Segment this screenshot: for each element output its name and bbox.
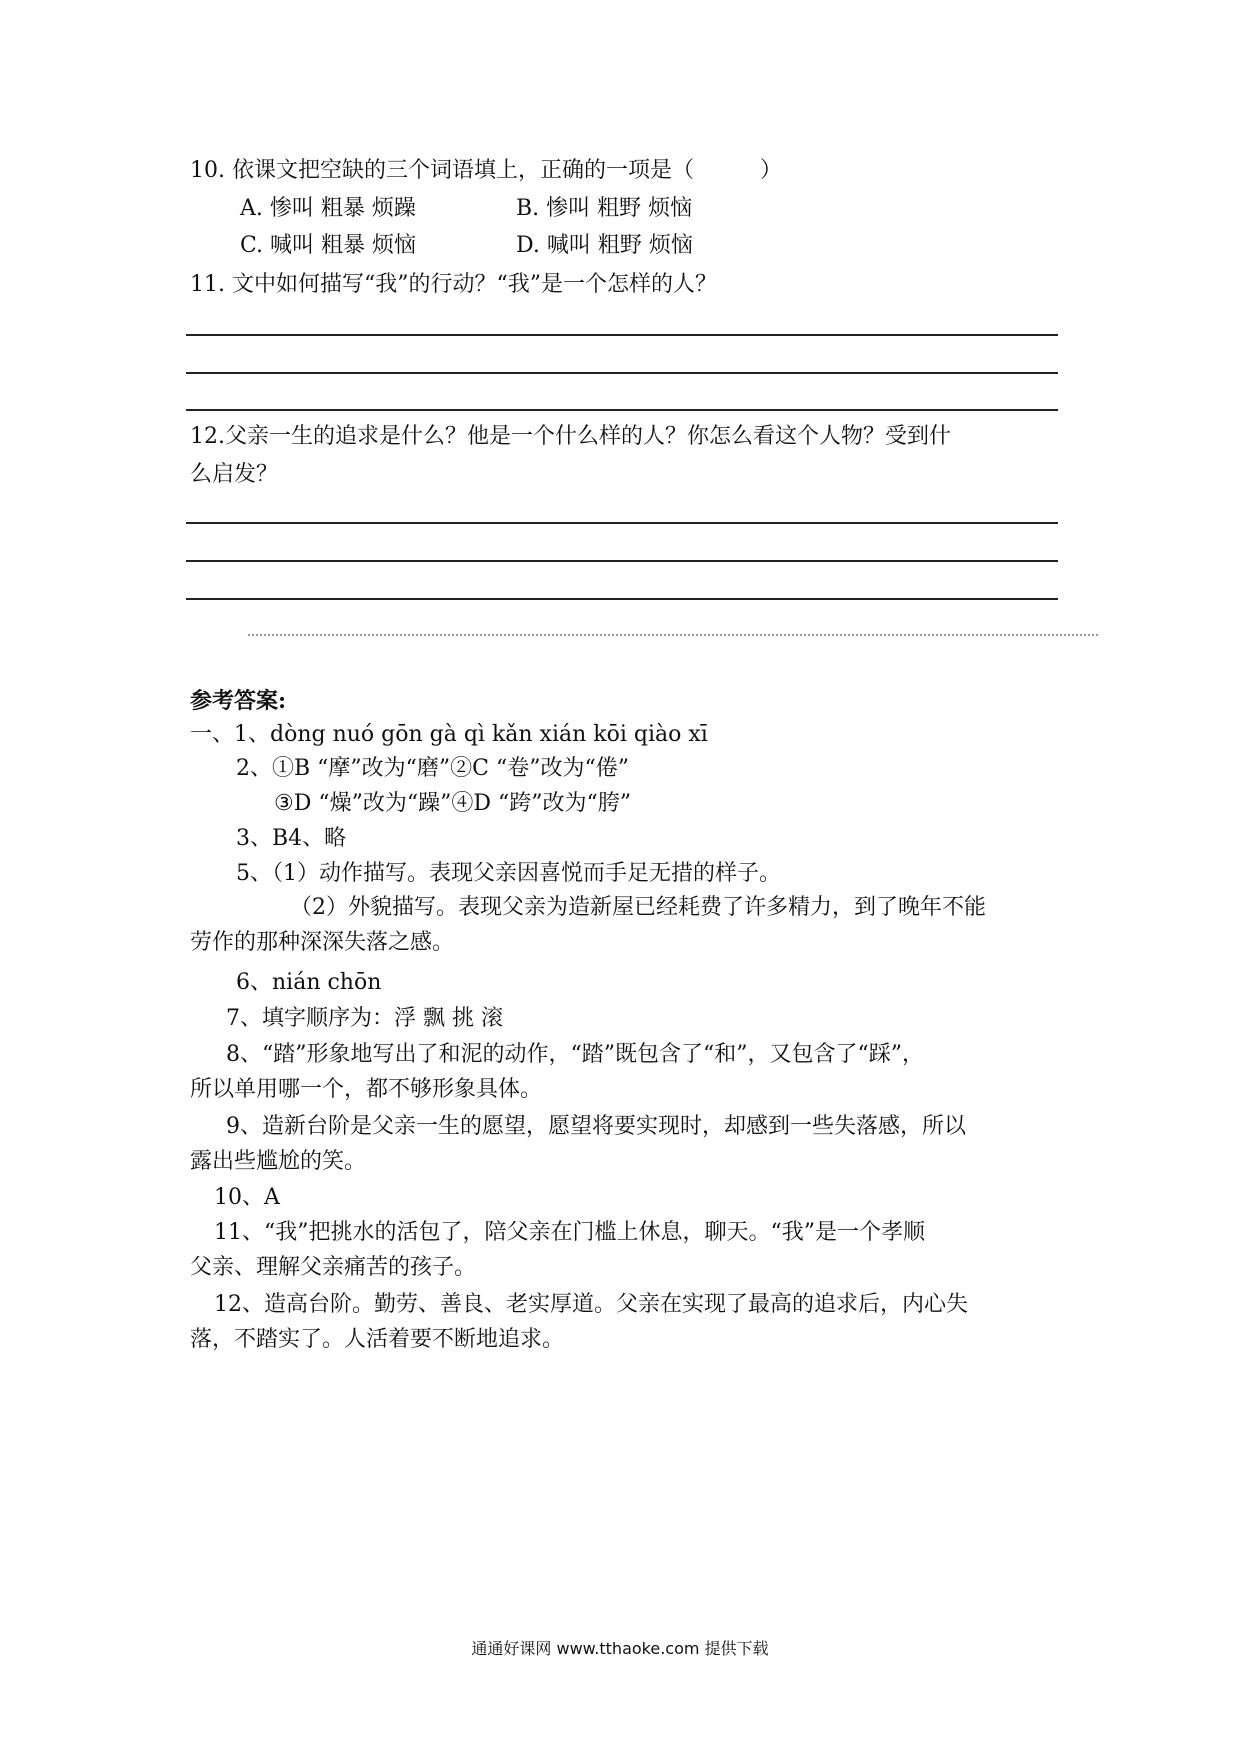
question-10-option-b: B. 惨叫 粗野 烦恼: [516, 196, 693, 221]
answer-5-line3: 劳作的那种深深失落之感。: [190, 930, 455, 955]
answer-2-line1: 2、①B “摩”改为“磨”②C “卷”改为“倦”: [236, 756, 629, 781]
answer-line: [186, 334, 1058, 336]
question-10-option-a: A. 惨叫 粗暴 烦躁: [240, 196, 416, 221]
answer-5-line1: 5、（1）动作描写。表现父亲因喜悦而手足无措的样子。: [236, 861, 781, 886]
answer-12-line2: 落，不踏实了。人活着要不断地追求。: [190, 1327, 565, 1352]
answer-8-line1: 8、“踏”形象地写出了和泥的动作，“踏”既包含了“和”，又包含了“踩”，: [226, 1042, 924, 1067]
question-10-option-d: D. 喊叫 粗野 烦恼: [516, 233, 693, 258]
answer-line: [186, 560, 1058, 562]
answer-6: 6、nián chōn: [236, 970, 382, 995]
page-footer: 通通好课网 www.tthaoke.com 提供下载: [471, 1639, 769, 1658]
answer-5-line2: （2）外貌描写。表现父亲为造新屋已经耗费了许多精力，到了晚年不能: [290, 895, 986, 920]
answer-line: [186, 409, 1058, 411]
answer-12-line1: 12、造高台阶。勤劳、善良、老实厚道。父亲在实现了最高的追求后，内心失: [214, 1292, 968, 1317]
answer-line: [186, 372, 1058, 374]
answer-7: 7、填字顺序为：浮 飘 挑 滚: [226, 1006, 503, 1031]
answer-2-line2: ③D “燥”改为“躁”④D “跨”改为“胯”: [274, 791, 631, 816]
question-10-option-c: C. 喊叫 粗暴 烦恼: [240, 233, 417, 258]
question-10-stem: 10. 依课文把空缺的三个词语填上，正确的一项是（ ）: [190, 158, 782, 183]
dotted-separator: [248, 634, 1098, 636]
answer-line: [186, 598, 1058, 600]
answer-9-line1: 9、造新台阶是父亲一生的愿望，愿望将要实现时，却感到一些失落感，所以: [226, 1114, 966, 1139]
answer-11-line1: 11、“我”把挑水的活包了，陪父亲在门槛上休息，聊天。“我”是一个孝顺: [214, 1220, 925, 1245]
question-12-stem-line1: 12.父亲一生的追求是什么？他是一个什么样的人？你怎么看这个人物？受到什: [190, 424, 951, 449]
answer-10: 10、A: [214, 1185, 280, 1210]
answer-8-line2: 所以单用哪一个，都不够形象具体。: [190, 1077, 543, 1102]
question-11-stem: 11. 文中如何描写“我”的行动？“我”是一个怎样的人？: [190, 272, 717, 297]
answer-9-line2: 露出些尴尬的笑。: [190, 1149, 367, 1174]
answers-title: 参考答案:: [190, 688, 287, 714]
answer-line: [186, 522, 1058, 524]
answer-11-line2: 父亲、理解父亲痛苦的孩子。: [190, 1255, 477, 1280]
question-12-stem-line2: 么启发？: [190, 462, 279, 487]
answer-3-4: 3、B4、略: [236, 826, 347, 851]
answer-1: 一、1、dòng nuó gōn gà qì kǎn xián kōi qiào xī: [190, 722, 708, 747]
